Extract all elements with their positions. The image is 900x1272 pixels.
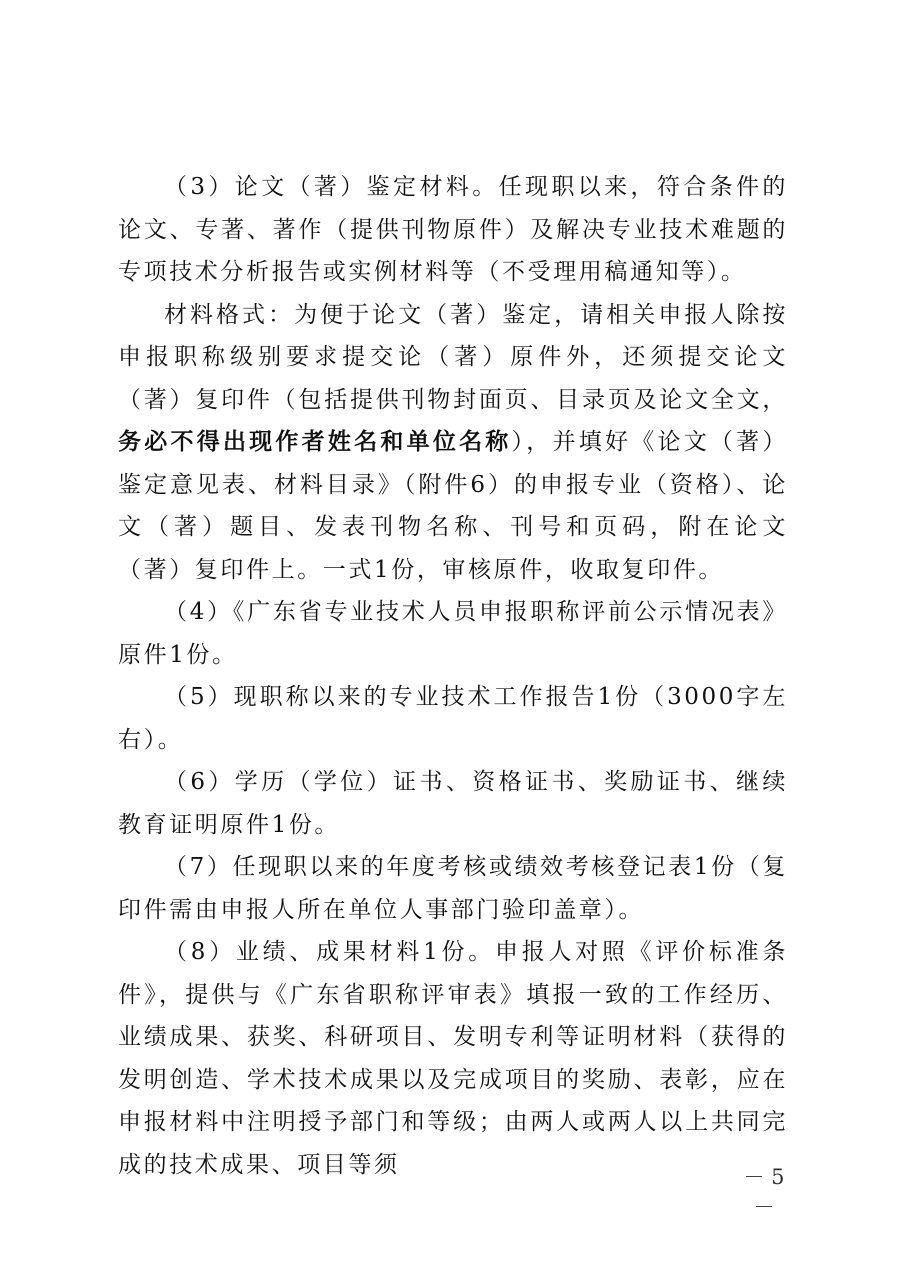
paragraph-item-4: （4）《广东省专业技术人员申报职称评前公示情况表》原件1份。 xyxy=(118,599,788,668)
paragraph-item-7: （7）任现职以来的年度考核或绩效考核登记表1份（复印件需由申报人所在单位人事部门验印盖章）。 xyxy=(118,854,788,923)
material-format-bold-warning: 务必不得出现作者姓名和单位名称 xyxy=(118,428,512,455)
document-body xyxy=(118,166,788,1186)
material-format-text-end: ），并填好《论文（著）鉴定意见表、材料目录》（附件6）的申报专业（资格）、论文（著）题目、发表刊物名称、刊号和页码，附在论文（著）复印件上。一式1份，审核原件，收取复印件。 xyxy=(118,429,789,583)
paragraph-item-3: （3）论文（著）鉴定材料。任现职以来，符合条件的论文、专著、著作（提供刊物原件）及解决专业技术难题的专项技术分析报告或实例材料等（不受理用稿通知等）。 xyxy=(118,174,788,285)
paragraph-material-format xyxy=(118,294,788,592)
paragraph-item-6: （6）学历（学位）证书、资格证书、奖励证书、继续教育证明原件1份。 xyxy=(118,769,788,838)
paragraph-item-5: （5）现职称以来的专业技术工作报告1份（3000字左右）。 xyxy=(118,684,788,753)
material-format-text-start: 材料格式：为便于论文（著）鉴定，请相关申报人除按申报职称级别要求提交论（著）原件外，还须提交论文（著）复印件（包括提供刊物封面页、目录页及论文全文， xyxy=(118,301,788,413)
page-number: － 5 － xyxy=(743,1165,785,1219)
paragraph-item-8: （8）业绩、成果材料1份。申报人对照《评价标准条件》，提供与《广东省职称评审表》填报一致的工作经历、业绩成果、获奖、科研项目、发明专利等证明材料（获得的发明创造、学术技术成果以及完成项目的奖励、表彰，应在申报材料中注明授予部门和等级；由两人或两人以上共同完成的技术成果、项目等须 xyxy=(118,939,788,1178)
